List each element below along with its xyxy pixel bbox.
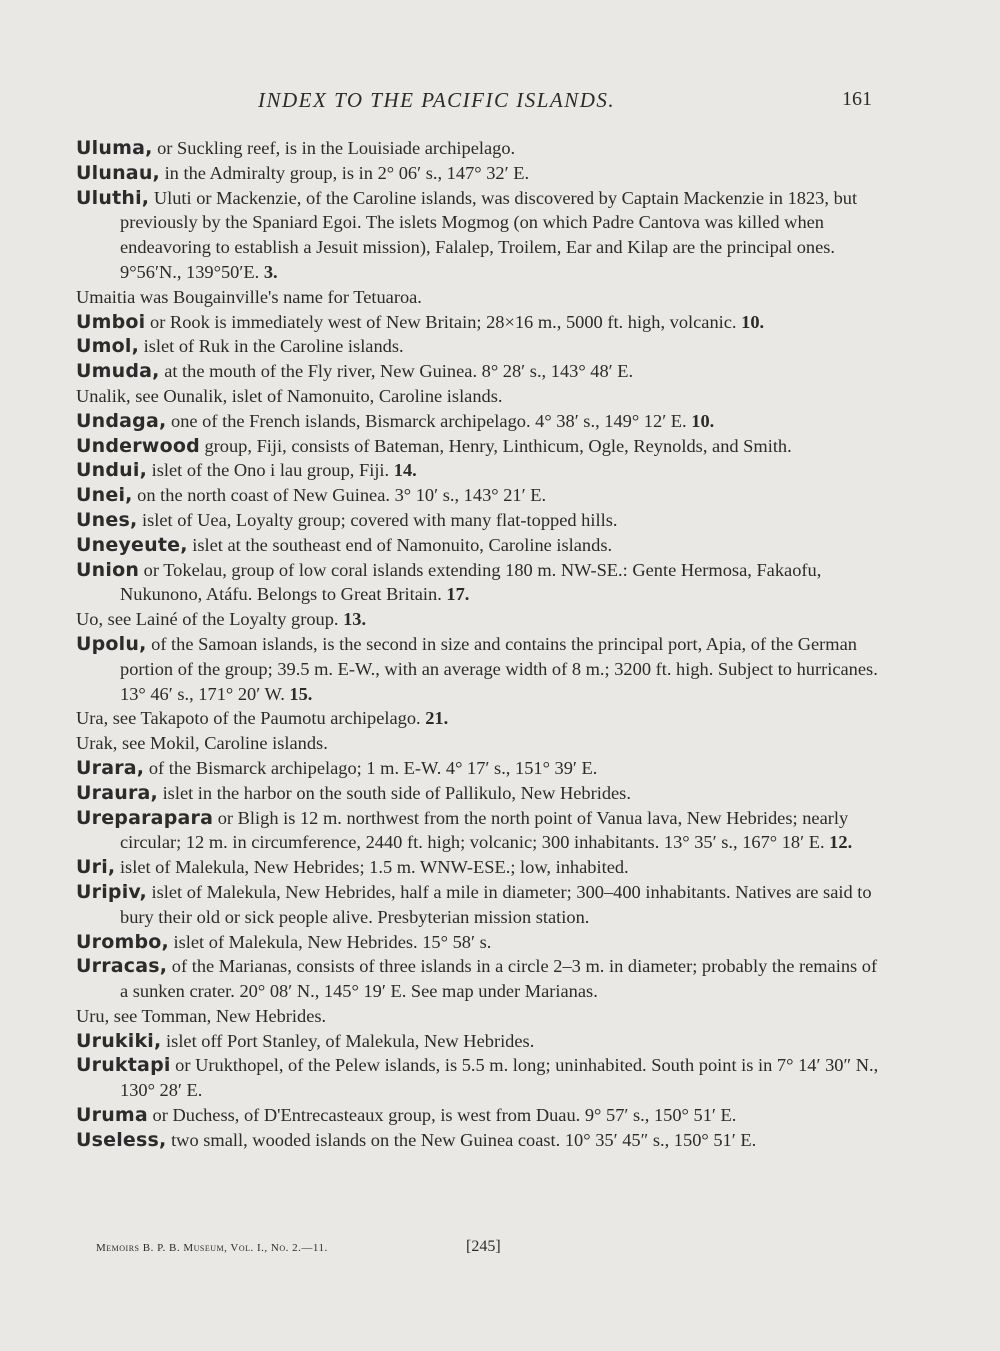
entry-map-ref: 10. (691, 410, 715, 431)
entry-headword: Ulunau, (76, 161, 160, 184)
entry-text: or Urukthopel, of the Pelew islands, is 5.5 m. long; uninhabited. South point is in 7° 14′ 30″ N., 130° 28′ E. (120, 1055, 879, 1101)
entry-map-ref: 21. (425, 708, 449, 729)
entry-text: islet of Uea, Loyalty group; covered with many flat-topped hills. (137, 509, 618, 530)
entry-headword: Union (76, 558, 140, 581)
entry-headword: Uraura, (76, 781, 158, 804)
index-entry (76, 1053, 888, 1103)
index-entry (76, 533, 888, 558)
index-entry (76, 806, 888, 856)
entry-text: of the Bismarck archipelago; 1 m. E-W. 4° 17′ s., 151° 39′ E. (144, 757, 598, 778)
entry-headword: Undui, (76, 459, 148, 482)
entry-headword: Uluma, (76, 137, 153, 159)
index-entry (76, 1103, 888, 1128)
entry-headword: Urukiki, (76, 1029, 162, 1052)
index-entry (76, 880, 888, 930)
page-header (0, 88, 1000, 118)
entry-headword: Umuda, (76, 360, 160, 383)
entry-text: islet at the southeast end of Namonuito, Caroline islands. (187, 534, 613, 555)
entry-map-ref: 10. (741, 311, 765, 332)
index-entry (76, 434, 888, 459)
index-entry (76, 310, 888, 335)
entry-text: one of the French islands, Bismarck archipelago. 4° 38′ s., 149° 12′ E. (166, 410, 692, 431)
entry-text: or Tokelau, group of low coral islands extending 180 m. NW-SE.: Gente Hermosa, Fakaofu, Nukunono, Atáfu. Belongs to Great Britain. (120, 559, 822, 605)
entry-map-ref: 17. (446, 584, 470, 605)
entry-text: islet of the Ono i lau group, Fiji. (147, 460, 394, 481)
index-entry (76, 756, 888, 781)
entry-text: or Suckling reef, is in the Louisiade archipelago. (152, 138, 516, 158)
index-entry (76, 558, 888, 608)
index-entry (76, 384, 888, 409)
entry-map-ref: 14. (393, 460, 417, 481)
index-entry (76, 781, 888, 806)
entry-text: on the north coast of New Guinea. 3° 10′ s., 143° 21′ E. (132, 485, 547, 506)
page-footer (0, 1238, 1000, 1262)
entry-map-ref: 15. (289, 683, 313, 704)
entry-text: Umaitia was Bougainville's name for Tetuaroa. (76, 286, 422, 307)
entry-headword: Unei, (76, 484, 133, 507)
entry-text: islet of Malekula, New Hebrides. 15° 58′ s. (168, 931, 492, 952)
entry-text: Urak, see Mokil, Caroline islands. (76, 733, 328, 754)
index-entry (76, 706, 888, 731)
entry-text: at the mouth of the Fly river, New Guinea. 8° 28′ s., 143° 48′ E. (159, 361, 634, 382)
entry-text: islet of Malekula, New Hebrides, half a mile in diameter; 300–400 inhabitants. Natives are said to bury their old or sick people alive. Presbyterian mission station. (120, 881, 872, 927)
index-entry (76, 1029, 888, 1054)
index-entry (76, 186, 888, 285)
entry-text: islet off Port Stanley, of Malekula, New Hebrides. (161, 1030, 535, 1051)
entry-text: or Duchess, of D'Entrecasteaux group, is west from Duau. 9° 57′ s., 150° 51′ E. (147, 1105, 737, 1126)
index-entry (76, 731, 888, 756)
entry-map-ref: 13. (343, 609, 367, 630)
index-entry (76, 285, 888, 310)
entry-text: islet of Ruk in the Caroline islands. (139, 336, 404, 357)
entry-text: Unalik, see Ounalik, islet of Namonuito, Caroline islands. (76, 385, 503, 406)
index-entry (76, 458, 888, 483)
entry-headword: Umol, (76, 335, 140, 358)
entry-headword: Uneyeute, (76, 533, 188, 556)
entry-headword: Useless, (76, 1128, 167, 1151)
index-entry (76, 508, 888, 533)
entry-text: Ura, see Takapoto of the Paumotu archipelago. (76, 708, 426, 729)
entry-text: or Rook is immediately west of New Britain; 28×16 m., 5000 ft. high, volcanic. (145, 311, 742, 332)
running-title: INDEX TO THE PACIFIC ISLANDS. (258, 88, 616, 112)
entry-headword: Unes, (76, 508, 138, 531)
index-entry (76, 607, 888, 632)
entry-map-ref: 3. (263, 261, 278, 282)
index-entry (76, 161, 888, 186)
entry-headword: Ureparapara (76, 806, 214, 829)
entry-headword: Umboi (76, 310, 146, 333)
index-entry (76, 409, 888, 434)
entry-headword: Uripiv, (76, 880, 147, 903)
entry-headword: Uri, (76, 856, 116, 879)
entry-text: islet in the harbor on the south side of Pallikulo, New Hebrides. (157, 782, 631, 803)
index-entry (76, 136, 888, 161)
entry-text: group, Fiji, consists of Bateman, Henry, Linthicum, Ogle, Reynolds, and Smith. (199, 435, 792, 456)
index-entries (76, 136, 888, 1153)
entry-text: in the Admiralty group, is in 2° 06′ s., 147° 32′ E. (159, 162, 530, 183)
entry-headword: Urombo, (76, 930, 169, 953)
entry-headword: Underwood (76, 434, 200, 457)
entry-headword: Upolu, (76, 632, 147, 655)
entry-map-ref: 12. (829, 832, 853, 853)
index-entry (76, 483, 888, 508)
entry-text: of the Samoan islands, is the second in size and contains the principal port, Apia, of the German portion of the group; 39.5 m. E-W., with an average width of 8 m.; 3200 ft. high. Subject to hurricanes. 13° 46′ s., 171° 20′ W. (120, 633, 878, 704)
footer-citation: Memoirs B. P. B. Museum, Vol. I., No. 2.—11. (96, 1242, 328, 1254)
index-entry (76, 1128, 888, 1153)
index-entry (76, 1004, 888, 1029)
entry-headword: Uruma (76, 1104, 148, 1127)
index-entry (76, 954, 888, 1004)
entry-text: Uluti or Mackenzie, of the Caroline islands, was discovered by Captain Mackenzie in 1823, but previously by the Spaniard Egoi. The islets Mogmog (on which Padre Cantova was killed when endeavoring to establish a Jesuit mission), Falalep, Troilem, Ear and Kilap are the principal ones. 9°56′N., 139°50′E. (120, 187, 858, 282)
entry-text: Uru, see Tomman, New Hebrides. (76, 1005, 327, 1026)
entry-text: islet of Malekula, New Hebrides; 1.5 m. WNW-ESE.; low, inhabited. (115, 857, 629, 878)
entry-text: or Bligh is 12 m. northwest from the north point of Vanua lava, New Hebrides; nearly circular; 12 m. in circumference, 2440 ft. high; volcanic; 300 inhabitants. 13° 35′ s., 167° 18′ E. (120, 807, 849, 853)
entry-headword: Uluthi, (76, 186, 150, 209)
entry-headword: Urara, (76, 756, 145, 779)
page-number: 161 (842, 88, 872, 110)
entry-text: two small, wooded islands on the New Guinea coast. 10° 35′ 45″ s., 150° 51′ E. (166, 1129, 757, 1150)
index-entry (76, 855, 888, 880)
index-entry (76, 359, 888, 384)
entry-headword: Undaga, (76, 409, 167, 432)
index-entry (76, 632, 888, 706)
entry-headword: Urracas, (76, 955, 168, 978)
entry-text: Uo, see Lainé of the Loyalty group. (76, 609, 344, 630)
index-entry (76, 334, 888, 359)
entry-text: of the Marianas, consists of three islands in a circle 2–3 m. in diameter; probably the remains of a sunken crater. 20° 08′ N., 145° 19′ E. See map under Marianas. (120, 956, 878, 1002)
index-entry (76, 930, 888, 955)
footer-page-ref: [245] (466, 1238, 501, 1255)
entry-headword: Uruktapi (76, 1054, 171, 1077)
